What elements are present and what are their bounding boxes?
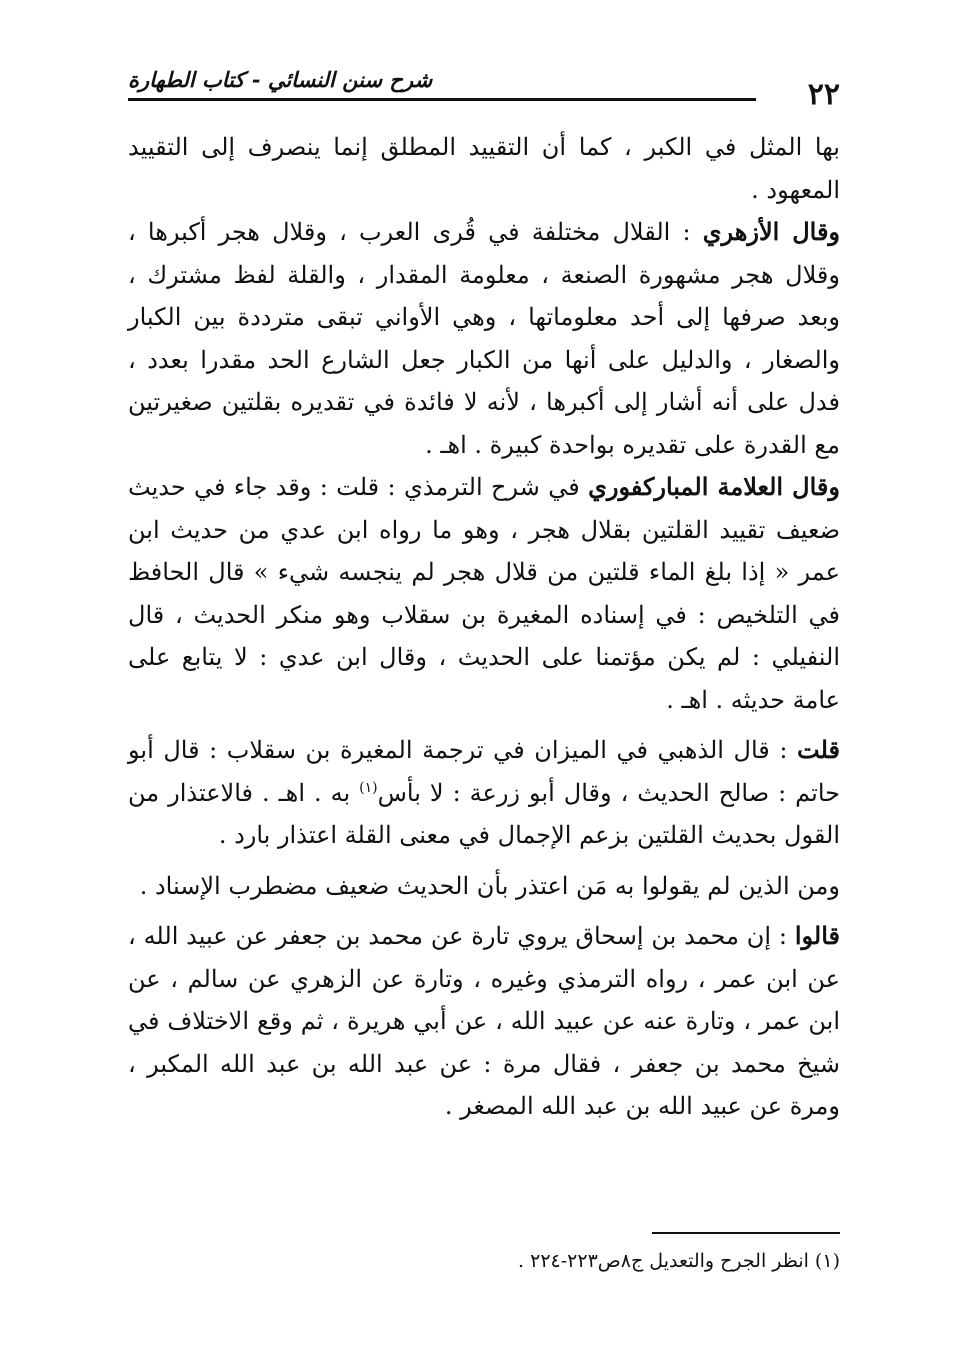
paragraph-1 [128, 126, 840, 211]
paragraph-6-text: : إن محمد بن إسحاق يروي تارة عن محمد بن جعفر عن عبيد الله ، عن ابن عمر ، رواه الترمذي وغيره ، وتارة عن الزهري عن سالم ، عن ابن عمر ، وتارة عنه عن عبيد الله ، عن أبي هريرة ، ثم وقع الاختلاف في شيخ محمد بن جعفر ، فقال مرة : عن عبد الله بن عبد الله المكبر ، ومرة عن عبيد الله بن عبد الله المصغر . [128, 922, 840, 1120]
paragraph-2 [128, 211, 840, 466]
paragraph-4-text-after-ref: به . اهـ . فالاعتذار من القول بحديث القلتين بزعم الإجمال في معنى القلة اعتذار بارد . [128, 778, 840, 849]
paragraph-5-text: ومن الذين لم يقولوا به مَن اعتذر بأن الحديث ضعيف مضطرب الإسناد . [139, 871, 840, 900]
paragraph-5 [128, 865, 840, 908]
page-number: ٢٢ [807, 77, 840, 112]
page-header [128, 66, 840, 110]
paragraph-6 [128, 915, 840, 1128]
paragraph-4-text-before-ref: : قال الذهبي في الميزان في ترجمة المغيرة بن سقلاب : قال أبو حاتم : صالح الحديث ، وقال أبو زرعة : لا بأس [128, 736, 840, 807]
paragraph-4 [128, 729, 840, 857]
paragraph-2-lead: وقال الأزهري [702, 217, 841, 246]
footnote-reference[interactable]: (١) [359, 779, 378, 796]
header-rule [128, 98, 756, 101]
paragraph-6-lead: قالوا [794, 921, 840, 950]
body-text [128, 126, 840, 1128]
paragraph-3-lead: وقال العلامة المباركفوري [588, 472, 840, 501]
footnote-separator [652, 1232, 840, 1234]
paragraph-2-text: : القلال مختلفة في قُرى العرب ، وقلال هجر أكبرها ، وقلال هجر مشهورة الصنعة ، معلومة المقدار ، والقلة لفظ مشترك ، وبعد صرفها إلى أحد معلوماتها ، وهي الأواني تبقى مترددة بين الكبار والصغار ، والدليل على أنها من الكبار جعل الشارع الحد مقدرا بعدد ، فدل على أنه أشار إلى أكبرها ، لأنه لا فائدة في تقديره بقلتين صغيرتين مع القدرة على تقديره بواحدة كبيرة . اهـ . [128, 218, 840, 459]
paragraph-1-text: بها المثل في الكبر ، كما أن التقييد المطلق إنما ينصرف إلى التقييد المعهود . [128, 133, 840, 204]
running-title: شرح سنن النسائي - كتاب الطهارة [128, 67, 433, 92]
footnote: (١) انظر الجرح والتعديل ج٨ص٢٢٣-٢٢٤ . [518, 1250, 840, 1272]
paragraph-3-text: في شرح الترمذي : قلت : وقد جاء في حديث ضعيف تقييد القلتين بقلال هجر ، وهو ما رواه ابن عدي من حديث ابن عمر « إذا بلغ الماء قلتين من قلال هجر لم ينجسه شيء » قال الحافظ في التلخيص : في إسناده المغيرة بن سقلاب وهو منكر الحديث ، قال النفيلي : لم يكن مؤتمنا على الحديث ، وقال ابن عدي : لا يتابع على عامة حديثه . اهـ . [128, 473, 840, 714]
paragraph-4-lead: قلت [797, 735, 840, 764]
paragraph-3 [128, 466, 840, 721]
